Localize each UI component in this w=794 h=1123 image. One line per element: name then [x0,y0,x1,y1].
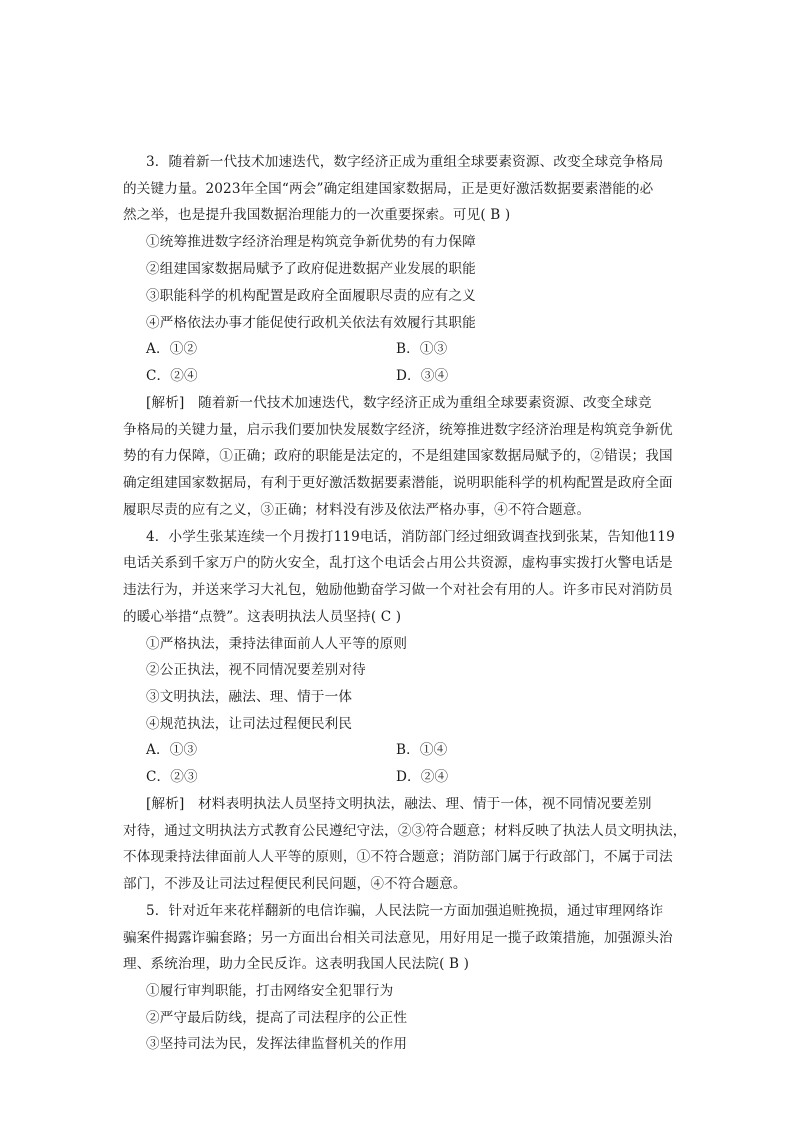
q4-analysis-line-4: 部门，不涉及让司法过程便民利民问题，④不符合题意。 [123,876,467,892]
q3-stem-line-1: 3．随着新一代技术加速迭代，数字经济正成为重组全球要素资源、改变全球竞争格局 [146,154,664,170]
q3-option-3: ③职能科学的机构配置是政府全面履职尽责的应有之义 [146,288,476,304]
q3-stem-line-2: 的关键力量。2023年全国“两会”确定组建国家数据局，正是更好激活数据要素潜能的必 [123,181,654,197]
q4-option-1: ①严格执法，秉持法律面前人人平等的原则 [146,636,408,652]
q3-analysis-line-3: 势的有力保障，①正确；政府的职能是法定的，不是组建国家数据局赋予的，②错误；我国 [123,448,673,464]
q4-choice-a: A．①③ [146,742,198,758]
q3-analysis-line-2: 争格局的关键力量，启示我们要加快发展数字经济，统筹推进数字经济治理是构筑竞争新优 [123,422,673,438]
q4-choice-b: B．①④ [396,742,448,758]
q4-stem-line-1: 4．小学生张某连续一个月拨打119电话，消防部门经过细致调查找到张某，告知他119 [146,529,675,545]
q4-choice-d: D．②④ [396,769,449,785]
q4-option-2: ②公正执法，视不同情况要差别对待 [146,662,366,678]
q5-stem-line-2: 骗案件揭露诈骗套路；另一方面出台相关司法意见，用好用足一揽子政策措施，加强源头治 [123,930,673,946]
q4-option-3: ③文明执法，融法、理、情于一体 [146,689,353,705]
q3-analysis-line-4: 确定组建国家数据局，有利于更好激活数据要素潜能，说明职能科学的机构配置是政府全面 [123,475,673,491]
q5-option-1: ①履行审判职能，打击网络安全犯罪行为 [146,983,394,999]
q4-analysis-line-1: [解析] 材料表明执法人员坚持文明执法，融法、理、情于一体，视不同情况要差别 [146,796,652,812]
q4-analysis-line-3: 不体现秉持法律面前人人平等的原则，①不符合题意；消防部门属于行政部门，不属于司法 [123,849,673,865]
q3-stem-line-3: 然之举，也是提升我国数据治理能力的一次重要探索。可见( B ) [123,207,511,223]
q4-choice-c: C．②③ [146,769,198,785]
q3-analysis-line-1: [解析] 随着新一代技术加速迭代，数字经济正成为重组全球要素资源、改变全球竞 [146,395,652,411]
q3-choice-c: C．②④ [146,368,198,384]
q3-choice-b: B．①③ [396,341,448,357]
q5-option-2: ②严守最后防线，提高了司法程序的公正性 [146,1010,408,1026]
q4-stem-line-3: 违法行为，并送来学习大礼包，勉励他勤奋学习做一个对社会有用的人。许多市民对消防员 [123,582,673,598]
q3-option-2: ②组建国家数据局赋予了政府促进数据产业发展的职能 [146,261,476,277]
q3-choice-a: A．①② [146,341,198,357]
q4-stem-line-4: 的暖心举措“点赞”。这表明执法人员坚持( C ) [123,609,402,625]
q4-analysis-line-2: 对待，通过文明执法方式教育公民遵纪守法，②③符合题意；材料反映了执法人员文明执法， [123,823,687,839]
q3-analysis-line-5: 履职尽责的应有之义，③正确；材料没有涉及依法严格办事，④不符合题意。 [123,502,591,518]
q3-option-1: ①统筹推进数字经济治理是构筑竞争新优势的有力保障 [146,234,476,250]
q5-option-3: ③坚持司法为民，发挥法律监督机关的作用 [146,1036,408,1052]
q3-choice-d: D．③④ [396,368,449,384]
q4-option-4: ④规范执法，让司法过程便民利民 [146,716,353,732]
q5-stem-line-3: 理、系统治理，助力全民反诈。这表明我国人民法院( B ) [123,956,470,972]
q4-stem-line-2: 电话关系到千家万户的防火安全，乱打这个电话会占用公共资源，虚构事实拨打火警电话是 [123,555,673,571]
q3-option-4: ④严格依法办事才能促使行政机关依法有效履行其职能 [146,315,476,331]
q5-stem-line-1: 5．针对近年来花样翻新的电信诈骗，人民法院一方面加强追赃挽损，通过审理网络诈 [146,903,664,919]
